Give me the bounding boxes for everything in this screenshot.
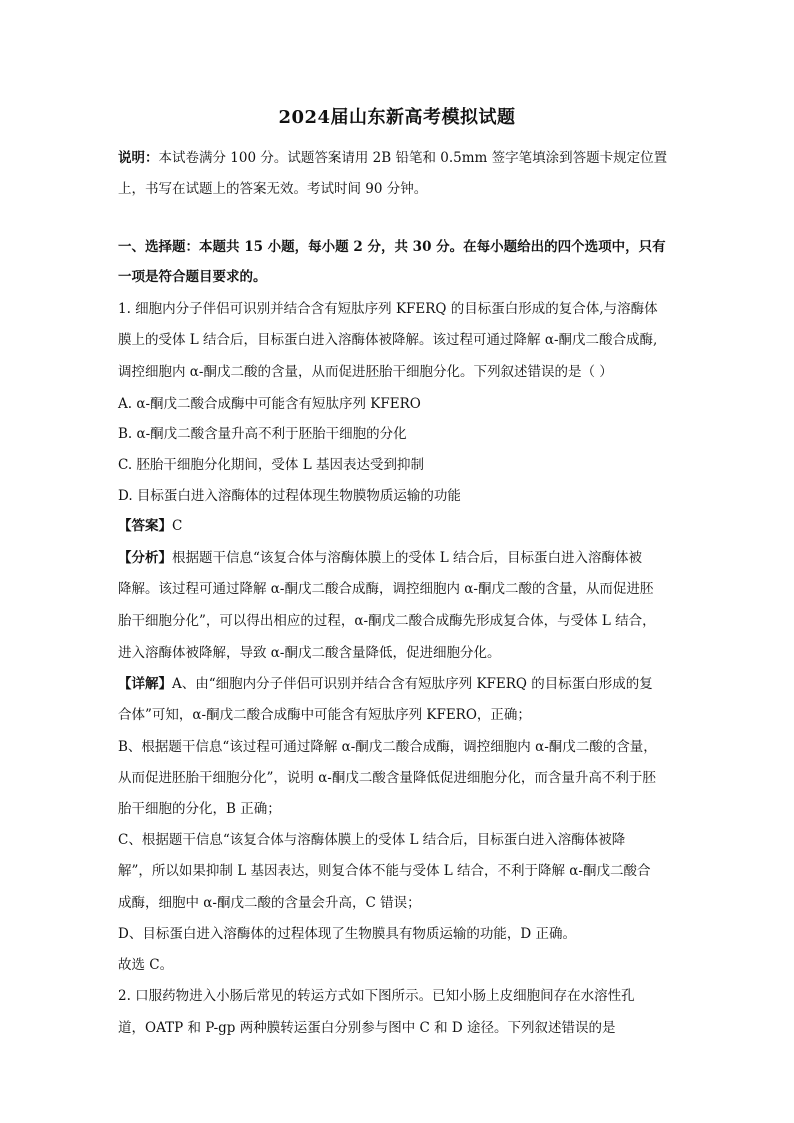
text-line	[118, 797, 281, 817]
text-line	[118, 146, 667, 166]
line-text: 本试卷满分 100 分。试题答案请用 2B 铅笔和 0.5mm 签字笔填涂到答题卡规定位置	[158, 150, 668, 166]
line-text: 解”，所以如果抑制 L 基因表达，则复合体不能与受体 L 结合，不利于降解 α-酮戊二酸合	[118, 863, 651, 879]
text-line	[118, 703, 531, 723]
line-text: C. 胚胎干细胞分化期间，受体 L 基因表达受到抑制	[118, 457, 424, 473]
line-text: 降解。该过程可通过降解 α-酮戊二酸合成酶，调控细胞内 α-酮戊二酸的含量，从而促进胚	[118, 581, 654, 597]
text-line	[118, 484, 461, 504]
line-text: D. 目标蛋白进入溶酶体的过程体现生物膜物质运输的功能	[118, 488, 461, 504]
text-line	[118, 1016, 616, 1036]
text-line	[118, 891, 421, 911]
text-line	[118, 577, 653, 597]
text-line	[118, 328, 657, 348]
line-text: 膜上的受体 L 结合后，目标蛋白进入溶酶体被降解。该过程可通过降解 α-酮戊二酸合成酶,	[118, 332, 658, 348]
bold-label: 一、选择题：本题共 15 小题，每小题 2 分，共 30 分。在每小题给出的四个选项中，只有	[118, 239, 666, 255]
text-line	[118, 392, 421, 412]
text-line	[118, 422, 407, 442]
text-line	[118, 546, 642, 566]
line-text: 根据题干信息“该复合体与溶酶体膜上的受体 L 结合后，目标蛋白进入溶酶体被	[172, 550, 642, 566]
text-line	[118, 514, 182, 534]
text-line	[118, 265, 267, 285]
text-line	[118, 641, 500, 661]
text-line	[118, 984, 635, 1004]
text-line	[118, 953, 173, 973]
text-line	[118, 235, 666, 255]
text-line	[118, 828, 625, 848]
line-text: B. α-酮戊二酸含量升高不利于胚胎干细胞的分化	[118, 426, 407, 442]
text-line	[118, 360, 613, 380]
bold-label: 【详解】	[118, 676, 172, 692]
line-text: 从而促进胚胎干细胞分化”，说明 α-酮戊二酸含量降低促进细胞分化，而含量升高不利于胚	[118, 770, 656, 786]
line-text: 1. 细胞内分子伴侣可识别并结合含有短肽序列 KFERQ 的目标蛋白形成的复合体,与溶酶体	[118, 301, 658, 317]
line-text: 2. 口服药物进入小肠后常见的转运方式如下图所示。已知小肠上皮细胞间存在水溶性孔	[118, 988, 635, 1004]
line-text: 成酶，细胞中 α-酮戊二酸的含量会升高，C 错误；	[118, 895, 421, 911]
line-text: 调控细胞内 α-酮戊二酸的含量，从而促进胚胎干细胞分化。下列叙述错误的是（ ）	[118, 364, 613, 380]
text-line	[118, 735, 657, 755]
line-text: 进入溶酶体被降解，导致 α-酮戊二酸含量降低，促进细胞分化。	[118, 645, 501, 661]
line-text: 故选 C。	[118, 957, 174, 973]
text-line	[118, 453, 424, 473]
text-line	[118, 766, 656, 786]
text-line	[118, 859, 650, 879]
line-text: 胎干细胞分化”，可以得出相应的过程，α-酮戊二酸合成酶先形成复合体，与受体 L 结合，	[118, 613, 656, 629]
line-text: 胎干细胞的分化，B 正确；	[118, 801, 281, 817]
line-text: C、根据题干信息“该复合体与溶酶体膜上的受体 L 结合后，目标蛋白进入溶酶体被降	[118, 832, 626, 848]
line-text: 道，OATP 和 P-gp 两种膜转运蛋白分别参与图中 C 和 D 途径。下列叙述错误的是	[118, 1020, 616, 1036]
bold-label: 说明：	[118, 150, 159, 166]
line-text: D、目标蛋白进入溶酶体的过程体现了生物膜具有物质运输的功能，D 正确。	[118, 926, 576, 942]
text-line	[118, 609, 656, 629]
text-line	[118, 297, 658, 317]
bold-label: 【答案】	[118, 518, 172, 534]
line-text: 上，书写在试题上的答案无效。考试时间 90 分钟。	[118, 181, 428, 197]
line-text: 合体”可知，α-酮戊二酸合成酶中可能含有短肽序列 KFERO，正确；	[118, 707, 531, 723]
line-text: B、根据题干信息“该过程可通过降解 α-酮戊二酸合成酶，调控细胞内 α-酮戊二酸的含量，	[118, 739, 657, 755]
text-line	[118, 922, 576, 942]
line-text: C	[172, 518, 183, 534]
text-line	[118, 672, 653, 692]
line-text: A、由“细胞内分子伴侣可识别并结合含有短肽序列 KFERQ 的目标蛋白形成的复	[172, 676, 653, 692]
line-text: A. α-酮戊二酸合成酶中可能含有短肽序列 KFERO	[118, 396, 421, 412]
page-title: 2024届山东新高考模拟试题	[278, 107, 516, 128]
bold-label: 【分析】	[118, 550, 172, 566]
text-line	[118, 177, 427, 197]
bold-label: 一项是符合题目要求的。	[118, 269, 267, 285]
